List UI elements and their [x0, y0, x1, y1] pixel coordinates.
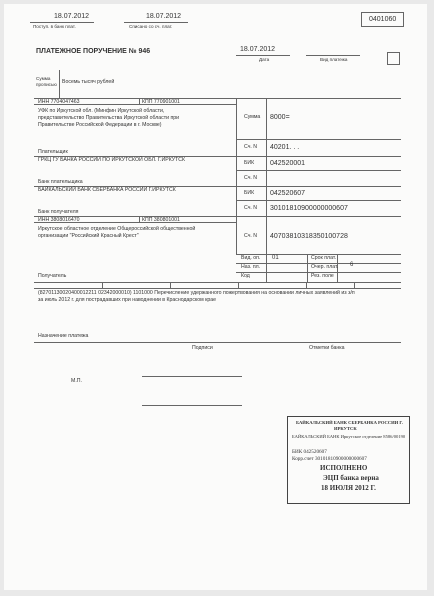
order-date-label: Дата [259, 57, 270, 62]
grid-line [139, 98, 140, 104]
payer-bank-label: Банк плательщика [38, 179, 83, 185]
stamp-corr-account: Корр.счет 30101810900000000607 [292, 456, 367, 462]
recipient-kpp: КПП 380801001 [142, 217, 180, 223]
bank-stamp [287, 416, 410, 504]
payer-account: 40201. . . [270, 144, 300, 151]
amount-words-label-1: Сумма [36, 76, 51, 81]
recipient-bank-label: Банк получателя [38, 209, 79, 215]
payer-account-label: Сч. N [244, 144, 258, 150]
grid-line [307, 254, 308, 282]
date-received-line [30, 22, 94, 23]
code-label: Код [241, 273, 250, 279]
grid-line [34, 288, 401, 289]
purpose-line-2: за июль 2012 г. для пострадавших при наводнении в Краснодарском крае [38, 297, 217, 303]
payer-name-2: представительство Правительства Иркутской области при [38, 115, 180, 121]
payer-bank-name: ГРКЦ ГУ БАНКА РОССИИ ПО ИРКУТСКОЙ ОБЛ. Г.ИРКУТСК [38, 157, 186, 163]
op-type-label: Вид. оп. [241, 255, 261, 261]
payer-amount-label: Сумма [244, 114, 261, 120]
date-received-value: 18.07.2012 [54, 13, 90, 20]
grid-line [34, 216, 401, 217]
payment-type-label: Вид платежа [320, 57, 348, 62]
seal-label: М.П. [71, 378, 82, 384]
payment-type-line [306, 55, 360, 56]
payment-order-sheet [4, 4, 427, 590]
due-label: Срок плат. [311, 255, 337, 261]
payer-label: Плательщик [38, 149, 68, 155]
stamp-bank-line-1: БАЙКАЛЬСКИЙ БАНК СБЕРБАНКА РОССИИ Г. [296, 420, 403, 425]
stamp-bik: БИК 042520607 [292, 449, 327, 455]
payer-name-3: Правительстве Российской Федерации в г. Москве) [38, 122, 162, 128]
signatures-label: Подписи [192, 345, 213, 351]
amount-words-value: Восемь тысяч рублей [62, 79, 115, 85]
date-debited-value: 18.07.2012 [146, 13, 182, 20]
purpose-line-1: (82701130020400012211 02342000010) 1101000 Перечисление удержанного пожертвования на основании личных заявлений из з/п [38, 290, 355, 296]
order-title: ПЛАТЕЖНОЕ ПОРУЧЕНИЕ № 946 [36, 48, 151, 55]
order-date: 18.07.2012 [240, 46, 276, 53]
payer-bank-account-label: Сч. N [244, 175, 258, 181]
recipient-label: Получатель [38, 273, 67, 279]
recipient-account-label: Сч. N [244, 233, 258, 239]
recipient-name-2: организации "Российский Красный Крест" [38, 233, 139, 239]
stamp-bank-line-2: ИРКУТСК [334, 426, 357, 431]
purpose-label: Назначение платежа [38, 333, 89, 339]
payer-kpp: КПП 770901001 [142, 99, 180, 105]
grid-line [236, 200, 401, 201]
date-debited-label: Списано со сч. плат. [129, 24, 173, 29]
grid-line [238, 282, 239, 288]
grid-line [139, 216, 140, 222]
purpose-code-label: Наз. пл. [241, 264, 261, 270]
recipient-bank-bik-label: БИК [244, 190, 255, 196]
recipient-account: 40703810318350100728 [270, 233, 348, 240]
recipient-bank-account-label: Сч. N [244, 205, 258, 211]
op-type-value: 01 [272, 255, 279, 261]
grid-line [306, 282, 307, 288]
status-box [387, 52, 400, 65]
signature-line-2 [142, 405, 242, 406]
reserve-label: Рез. поле [311, 273, 334, 279]
stamp-status: ИСПОЛНЕНО [320, 464, 368, 472]
date-debited-line [124, 22, 188, 23]
date-received-label: Поступ. в банк плат. [33, 24, 76, 29]
recipient-bank-bik: 042520607 [270, 190, 306, 197]
grid-line [34, 282, 401, 283]
payer-bank-bik: 042520001 [270, 160, 306, 167]
grid-line [354, 282, 355, 288]
amount-words-divider [59, 70, 60, 98]
grid-line [34, 98, 401, 99]
order-date-line [236, 55, 290, 56]
grid-line [102, 282, 103, 288]
stamp-bank-line-3: БАЙКАЛЬСКИЙ БАНК Иркутское отделение 8586/00190 [292, 434, 406, 439]
recipient-bank-name: БАЙКАЛЬСКИЙ БАНК СБЕРБАНКА РОССИИ Г.ИРКУТСК [38, 187, 176, 193]
recipient-bank-account: 30101810900000000607 [270, 205, 348, 212]
payer-inn: ИНН 7704047463 [38, 99, 80, 105]
form-code-box [361, 12, 404, 27]
payer-amount: 8000= [270, 114, 290, 121]
signature-line-1 [142, 376, 242, 377]
recipient-name-1: Иркутское областное отделение Общероссийской общественной [38, 226, 196, 232]
form-code: 0401060 [369, 16, 397, 23]
grid-line [34, 342, 401, 343]
payer-name-1: УФК по Иркутской обл. (Минфин Иркутской области, [38, 108, 165, 114]
grid-line [236, 170, 401, 171]
stamp-date: 18 ИЮЛЯ 2012 Г. [321, 484, 376, 492]
grid-line [170, 282, 171, 288]
recipient-inn: ИНН 3808016470 [38, 217, 80, 223]
grid-line [236, 139, 401, 140]
payer-bank-bik-label: БИК [244, 160, 255, 166]
amount-words-label-2: прописью [36, 82, 57, 87]
stamp-signature: ЭЦП банка верна [323, 474, 379, 482]
grid-line [236, 98, 237, 254]
priority-value: 6 [350, 262, 354, 268]
priority-label: Очер. плат. [311, 264, 339, 270]
bank-marks-label: Отметки банка [309, 345, 345, 351]
